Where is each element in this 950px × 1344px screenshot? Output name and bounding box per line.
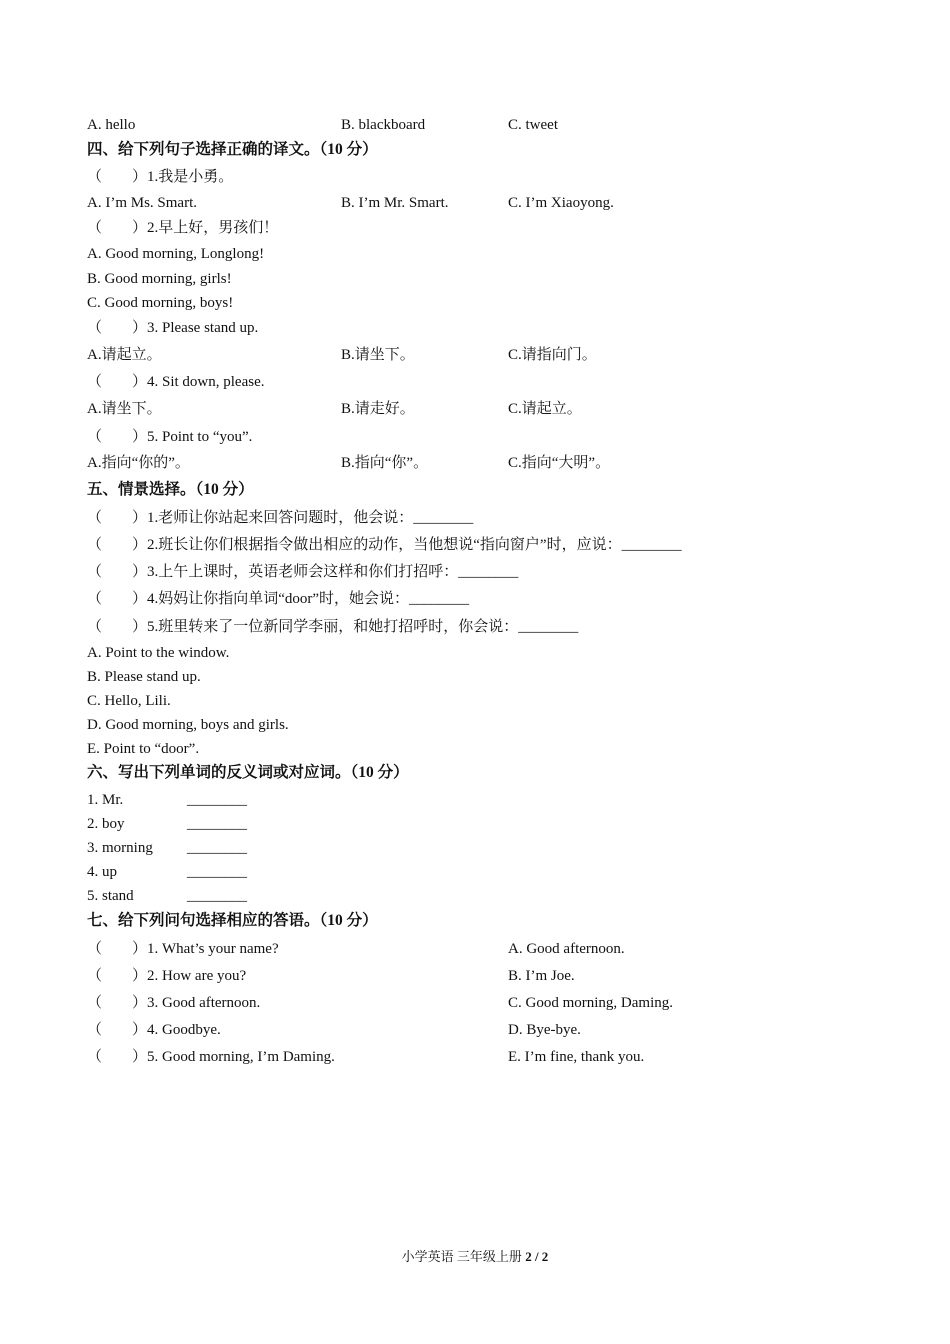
s4-question-4: （ ）4. Sit down, please.	[87, 374, 265, 390]
answer-blank: ________	[187, 864, 247, 880]
s4-q1-options	[87, 193, 614, 213]
footer-text: 小学英语 三年级上册	[401, 1249, 522, 1264]
page-number: 2 / 2	[525, 1249, 549, 1264]
option-c: C.请起立。	[508, 401, 582, 417]
s5-option-b: B. Please stand up.	[87, 669, 201, 685]
option-b: B. blackboard	[341, 117, 426, 133]
s4-q5-options	[87, 453, 611, 473]
word: 5. stand	[87, 888, 134, 904]
page-footer	[0, 1246, 950, 1265]
question: （ ）2. How are you?	[87, 968, 247, 984]
word: 2. boy	[87, 816, 125, 832]
s4-q2-option-b: B. Good morning, girls!	[87, 271, 232, 287]
option-c: C.指向“大明”。	[508, 455, 611, 471]
question: （ ）3. Good afternoon.	[87, 995, 261, 1011]
top-options-row	[87, 115, 558, 135]
s4-q3-options	[87, 345, 597, 365]
option-b: B.指向“你”。	[341, 455, 429, 471]
option-c: C. I’m Xiaoyong.	[508, 195, 614, 211]
section-4-heading: 四、给下列句子选择正确的译文。（10 分）	[87, 141, 378, 158]
option-a: A.请坐下。	[87, 401, 162, 417]
s6-item	[87, 886, 247, 906]
answer-option: B. I’m Joe.	[508, 968, 575, 984]
option-a: A.请起立。	[87, 347, 162, 363]
s6-item	[87, 862, 247, 882]
s5-option-d: D. Good morning, boys and girls.	[87, 717, 289, 733]
section-7-heading: 七、给下列问句选择相应的答语。（10 分）	[87, 912, 378, 929]
s4-question-1: （ ）1.我是小勇。	[87, 169, 234, 185]
option-a: A. I’m Ms. Smart.	[87, 195, 197, 211]
s7-item	[87, 966, 575, 986]
s5-question-2: （ ）2.班长让你们根据指令做出相应的动作，当他想说“指向窗户”时，应说：________	[87, 537, 682, 553]
s5-question-5: （ ）5.班里转来了一位新同学李丽，和她打招呼时，你会说：________	[87, 619, 579, 635]
s4-q2-option-c: C. Good morning, boys!	[87, 295, 234, 311]
s7-item	[87, 939, 625, 959]
s5-option-a: A. Point to the window.	[87, 645, 230, 661]
word: 3. morning	[87, 840, 153, 856]
answer-option: D. Bye-bye.	[508, 1022, 581, 1038]
answer-option: C. Good morning, Daming.	[508, 995, 673, 1011]
option-a: A.指向“你的”。	[87, 455, 190, 471]
s4-question-2: （ ）2.早上好，男孩们！	[87, 220, 279, 236]
answer-blank: ________	[187, 792, 247, 808]
option-b: B.请走好。	[341, 401, 415, 417]
word: 4. up	[87, 864, 117, 880]
answer-blank: ________	[187, 840, 247, 856]
s5-question-3: （ ）3.上午上课时，英语老师会这样和你们打招呼：________	[87, 564, 519, 580]
s7-item	[87, 1047, 645, 1067]
s6-item	[87, 838, 247, 858]
word: 1. Mr.	[87, 792, 124, 808]
option-c: C.请指向门。	[508, 347, 597, 363]
s4-question-5: （ ）5. Point to “you”.	[87, 429, 253, 445]
answer-option: E. I’m fine, thank you.	[508, 1049, 645, 1065]
section-6-heading: 六、写出下列单词的反义词或对应词。（10 分）	[87, 764, 409, 781]
s6-item	[87, 790, 247, 810]
s7-item	[87, 1020, 581, 1040]
option-b: B.请坐下。	[341, 347, 415, 363]
question: （ ）4. Goodbye.	[87, 1022, 221, 1038]
question: （ ）5. Good morning, I’m Daming.	[87, 1049, 335, 1065]
answer-blank: ________	[187, 888, 247, 904]
s5-question-4: （ ）4.妈妈让你指向单词“door”时，她会说：________	[87, 591, 470, 607]
option-a: A. hello	[87, 117, 136, 133]
option-b: B. I’m Mr. Smart.	[341, 195, 449, 211]
question: （ ）1. What’s your name?	[87, 941, 279, 957]
s5-option-c: C. Hello, Lili.	[87, 693, 171, 709]
section-5-heading: 五、情景选择。（10 分）	[87, 481, 254, 498]
s5-option-e: E. Point to “door”.	[87, 741, 200, 757]
s5-question-1: （ ）1.老师让你站起来回答问题时，他会说：________	[87, 510, 474, 526]
answer-option: A. Good afternoon.	[508, 941, 625, 957]
s7-item	[87, 993, 673, 1013]
s4-question-3: （ ）3. Please stand up.	[87, 320, 259, 336]
s6-item	[87, 814, 247, 834]
option-c: C. tweet	[508, 117, 558, 133]
s4-q2-option-a: A. Good morning, Longlong!	[87, 246, 265, 262]
answer-blank: ________	[187, 816, 247, 832]
s4-q4-options	[87, 399, 582, 419]
